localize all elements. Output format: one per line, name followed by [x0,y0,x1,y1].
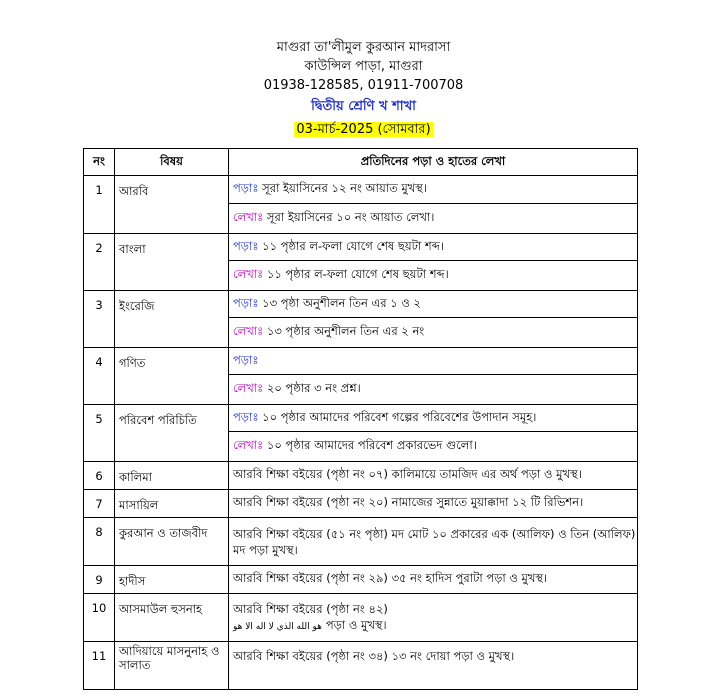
task-text: আরবি শিক্ষা বইয়ের (৫১ নং পৃষ্ঠা) মদ মোট ১০ প্রকারের এক (আলিফ) ও তিন (আলিফ) মদ পড়া মুখস্থ। [229,518,638,566]
row-subject: মাসায়িল [115,490,229,518]
header-number: নং [84,149,115,176]
row-subject: কুরআন ও তাজবীদ [115,518,229,566]
table-row [84,518,638,566]
read-label: পড়াঃ [233,238,259,253]
table-row [84,405,638,432]
read-task [229,348,638,375]
task-text: আরবি শিক্ষা বইয়ের (পৃষ্ঠা নং ৩৪) ১৩ নং দোয়া পড়া ও মুখস্থ। [229,642,638,690]
read-task [229,291,638,318]
write-text: ২০ পৃষ্ঠার ৩ নং প্রশ্ন। [263,381,361,395]
task-text [229,594,638,642]
table-row [84,462,638,490]
arabic-phrase: هو الله الذي لا اله الا هو [233,621,322,632]
write-text: ১০ পৃষ্ঠার আমাদের পরিবেশ প্রকারভেদ গুলো। [263,438,477,452]
task-text: আরবি শিক্ষা বইয়ের (পৃষ্ঠা নং ০৭) কালিমায়ে তামজিদ এর অর্থ পড়া ও মুখস্থ। [229,462,638,490]
row-number: 3 [84,291,115,348]
row-subject: গণিত [115,348,229,405]
read-label: পড়াঃ [233,295,259,310]
read-task [229,405,638,432]
row-number: 4 [84,348,115,405]
write-text: ১৩ পৃষ্ঠার অনুশীলন তিন এর ২ নং [263,324,425,338]
table-row [84,176,638,204]
read-task [229,234,638,261]
read-text: ১১ পৃষ্ঠার ল-ফলা যোগে শেষ ছয়টা শব্দ। [258,238,444,253]
institution-name: মাগুরা তা'লীমুল কুরআন মাদরাসা [276,40,451,55]
write-text: সূরা ইয়াসিনের ১০ নং আয়াত লেখা। [263,210,435,224]
row-subject: কালিমা [115,462,229,490]
header-subject: বিষয় [115,149,229,176]
row-subject: আসমাউল হুসনাহ [115,594,229,642]
row-subject: বাংলা [115,234,229,291]
write-label: লেখাঃ [233,438,264,452]
homework-table [83,148,638,690]
table-row [84,566,638,594]
phone-numbers: 01938-128585, 01911-700708 [263,78,464,93]
read-label: পড়াঃ [233,409,259,424]
table-row [84,234,638,261]
row-number: 5 [84,405,115,462]
header-task: প্রতিদিনের পড়া ও হাতের লেখা [229,149,638,176]
table-row [84,291,638,318]
write-task [229,261,638,291]
write-text: ১১ পৃষ্ঠার ল-ফলা যোগে শেষ ছয়টা শব্দ। [263,267,449,281]
row-number: 8 [84,518,115,566]
table-row [84,642,638,690]
write-task [229,318,638,348]
date-highlight: 03-মার্চ-2025 (সোমবার) [296,122,431,137]
row-subject: হাদীস [115,566,229,594]
row-subject: পরিবেশ পরিচিতি [115,405,229,462]
table-row [84,490,638,518]
read-task [229,176,638,204]
table-row [84,594,638,642]
row-number: 10 [84,594,115,642]
read-label: পড়াঃ [233,181,259,195]
row-number: 11 [84,642,115,690]
row-subject: আরবি [115,176,229,234]
row-subject: আদিয়ায়ে মাসনুনাহ ও সালাত [115,642,229,690]
read-text: ১৩ পৃষ্ঠা অনুশীলন তিন এর ১ ও ২ [258,295,421,310]
write-label: লেখাঃ [233,381,264,395]
task-line-2 [233,617,637,635]
row-number: 9 [84,566,115,594]
write-label: লেখাঃ [233,267,264,281]
task-text: আরবি শিক্ষা বইয়ের (পৃষ্ঠা নং ২৯) ৩৫ নং হাদিস পুরাটা পড়া ও মুখস্থ। [229,566,638,594]
row-subject: ইংরেজি [115,291,229,348]
task-line-1: আরবি শিক্ষা বইয়ের (পৃষ্ঠা নং ৪২) [233,601,388,616]
row-number: 6 [84,462,115,490]
task-text: আরবি শিক্ষা বইয়ের (পৃষ্ঠা নং ২০) নামাজের সুন্নাতে মুয়াক্কাদা ১২ টি রিভিশন। [229,490,638,518]
institution-address: কাউন্সিল পাড়া, মাগুরা [304,59,423,74]
write-label: লেখাঃ [233,324,264,338]
table-row [84,348,638,375]
task-line-2-text: পড়া ও মুখস্থ। [325,617,387,632]
read-text: ১০ পৃষ্ঠার আমাদের পরিবেশ গল্পের পরিবেশের উপাদান সমূহ। [258,409,537,424]
row-number: 1 [84,176,115,234]
row-number: 2 [84,234,115,291]
row-number: 7 [84,490,115,518]
read-text: সূরা ইয়াসিনের ১২ নং আয়াত মুখস্থ। [258,181,428,195]
write-label: লেখাঃ [233,210,264,224]
read-label: পড়াঃ [233,352,259,367]
write-task [229,204,638,234]
table-header-row [84,149,638,176]
class-title: দ্বিতীয় শ্রেণি খ শাখা [311,99,416,114]
write-task [229,375,638,405]
write-task [229,432,638,462]
document-header [0,38,727,139]
